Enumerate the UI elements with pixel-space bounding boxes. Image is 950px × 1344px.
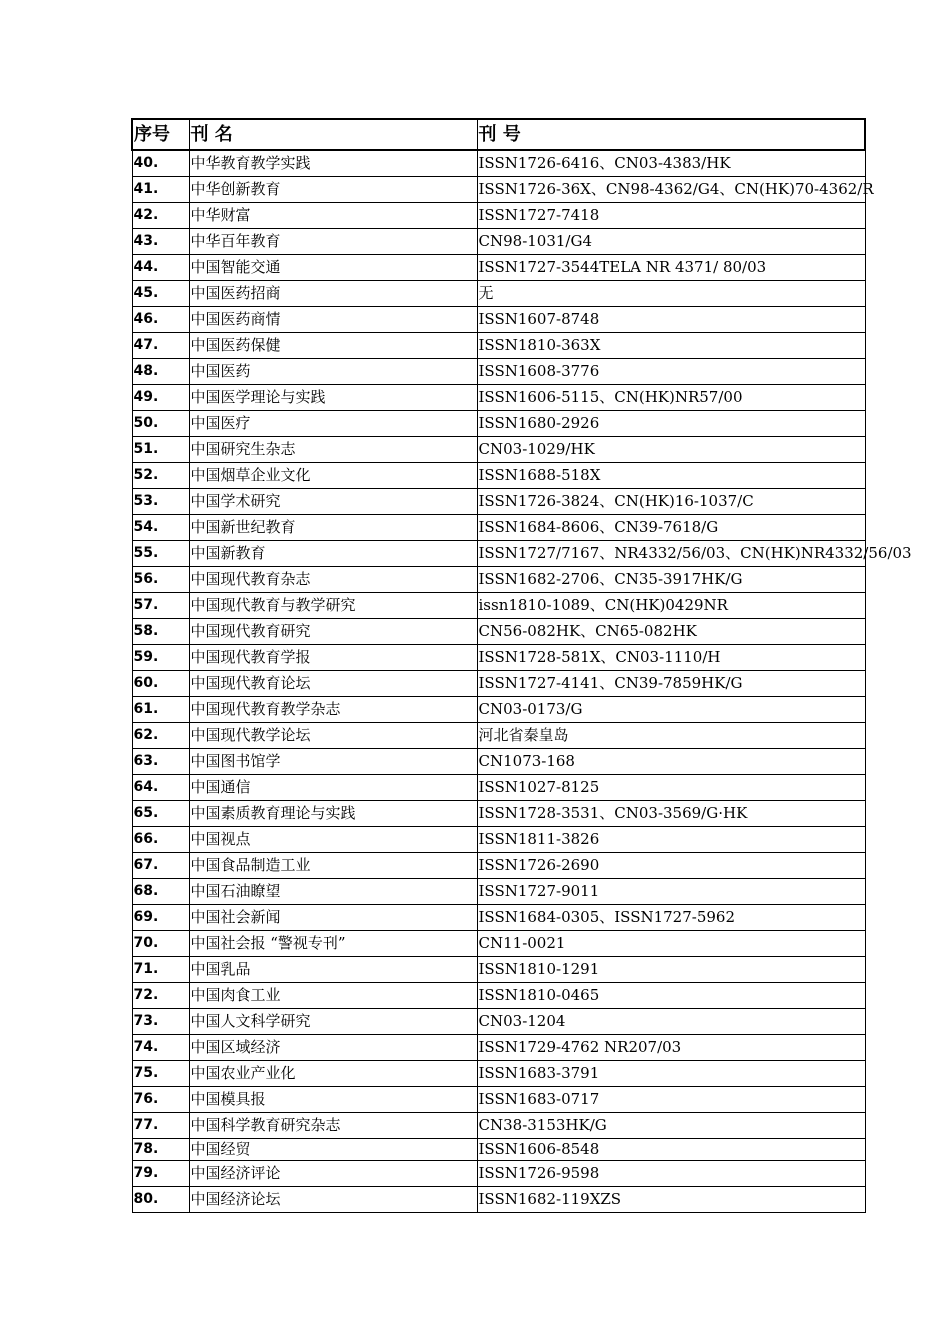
row-journal-number: CN1073-168 <box>477 749 865 775</box>
row-index: 50. <box>132 411 189 437</box>
table-row <box>132 515 865 541</box>
row-index: 53. <box>132 489 189 515</box>
table-row <box>132 775 865 801</box>
row-journal-name: 中华教育教学实践 <box>189 150 477 177</box>
row-journal-number: ISSN1606-5115、CN(HK)NR57/00 <box>477 385 865 411</box>
row-journal-number: ISSN1726-6416、CN03-4383/HK <box>477 150 865 177</box>
row-journal-name: 中国研究生杂志 <box>189 437 477 463</box>
row-journal-number: ISSN1811-3826 <box>477 827 865 853</box>
row-journal-name: 中国新教育 <box>189 541 477 567</box>
row-journal-name: 中华创新教育 <box>189 177 477 203</box>
row-journal-number: CN98-1031/G4 <box>477 229 865 255</box>
row-journal-name: 中国社会报 “警视专刊” <box>189 931 477 957</box>
table-row <box>132 359 865 385</box>
row-index: 73. <box>132 1009 189 1035</box>
row-index: 65. <box>132 801 189 827</box>
row-journal-name: 中国农业产业化 <box>189 1061 477 1087</box>
row-journal-name: 中华财富 <box>189 203 477 229</box>
table-row <box>132 150 865 177</box>
row-index: 72. <box>132 983 189 1009</box>
table-row <box>132 931 865 957</box>
table-row <box>132 1087 865 1113</box>
row-index: 76. <box>132 1087 189 1113</box>
row-journal-number: 无 <box>477 281 865 307</box>
row-journal-name: 中国社会新闻 <box>189 905 477 931</box>
table-row <box>132 437 865 463</box>
table-row <box>132 177 865 203</box>
row-journal-name: 中国现代教育杂志 <box>189 567 477 593</box>
row-journal-name: 中国区域经济 <box>189 1035 477 1061</box>
row-index: 75. <box>132 1061 189 1087</box>
row-journal-number: ISSN1727-9011 <box>477 879 865 905</box>
row-journal-number: ISSN1606-8548 <box>477 1139 865 1161</box>
row-journal-name: 中国经贸 <box>189 1139 477 1161</box>
row-journal-number: ISSN1810-363X <box>477 333 865 359</box>
row-journal-name: 中国石油瞭望 <box>189 879 477 905</box>
row-index: 55. <box>132 541 189 567</box>
row-journal-number: ISSN1027-8125 <box>477 775 865 801</box>
table-row <box>132 801 865 827</box>
row-journal-number: CN03-0173/G <box>477 697 865 723</box>
row-journal-name: 中国学术研究 <box>189 489 477 515</box>
row-index: 43. <box>132 229 189 255</box>
table-row <box>132 723 865 749</box>
row-index: 48. <box>132 359 189 385</box>
table-row <box>132 1161 865 1187</box>
table-header <box>132 119 865 150</box>
row-journal-number: ISSN1608-3776 <box>477 359 865 385</box>
table-row <box>132 541 865 567</box>
table-row <box>132 827 865 853</box>
row-journal-name: 中国智能交通 <box>189 255 477 281</box>
table-row <box>132 853 865 879</box>
row-journal-number: ISSN1810-0465 <box>477 983 865 1009</box>
table-row <box>132 983 865 1009</box>
row-index: 42. <box>132 203 189 229</box>
row-index: 61. <box>132 697 189 723</box>
row-index: 45. <box>132 281 189 307</box>
table-row <box>132 749 865 775</box>
row-index: 71. <box>132 957 189 983</box>
row-journal-number: ISSN1727-4141、CN39-7859HK/G <box>477 671 865 697</box>
row-index: 54. <box>132 515 189 541</box>
row-journal-number: ISSN1728-3531、CN03-3569/G·HK <box>477 801 865 827</box>
row-journal-name: 中华百年教育 <box>189 229 477 255</box>
row-index: 68. <box>132 879 189 905</box>
row-journal-number: issn1810-1089、CN(HK)0429NR <box>477 593 865 619</box>
row-journal-name: 中国人文科学研究 <box>189 1009 477 1035</box>
row-journal-name: 中国现代教育论坛 <box>189 671 477 697</box>
row-journal-number: ISSN1726-2690 <box>477 853 865 879</box>
row-journal-name: 中国现代教育与教学研究 <box>189 593 477 619</box>
table-row <box>132 229 865 255</box>
row-journal-number: CN03-1204 <box>477 1009 865 1035</box>
table-body <box>132 150 912 1213</box>
row-journal-name: 中国医疗 <box>189 411 477 437</box>
row-index: 41. <box>132 177 189 203</box>
row-journal-number: CN03-1029/HK <box>477 437 865 463</box>
row-journal-name: 中国现代教学论坛 <box>189 723 477 749</box>
row-journal-name: 中国通信 <box>189 775 477 801</box>
table-row <box>132 1009 865 1035</box>
row-journal-number: ISSN1688-518X <box>477 463 865 489</box>
table-row <box>132 619 865 645</box>
table-row <box>132 333 865 359</box>
row-index: 44. <box>132 255 189 281</box>
row-journal-number: ISSN1684-0305、ISSN1727-5962 <box>477 905 865 931</box>
row-index: 62. <box>132 723 189 749</box>
table-row <box>132 697 865 723</box>
table-row <box>132 645 865 671</box>
row-journal-name: 中国经济论坛 <box>189 1187 477 1213</box>
table-row <box>132 567 865 593</box>
row-journal-number: ISSN1683-3791 <box>477 1061 865 1087</box>
row-journal-number: ISSN1680-2926 <box>477 411 865 437</box>
header-journal-name: 刊 名 <box>189 119 477 150</box>
row-index: 51. <box>132 437 189 463</box>
row-journal-number: ISSN1727/7167、NR4332/56/03、CN(HK)NR4332/56/03 <box>477 541 865 567</box>
header-journal-number: 刊 号 <box>477 119 865 150</box>
row-index: 47. <box>132 333 189 359</box>
row-index: 60. <box>132 671 189 697</box>
row-journal-number: ISSN1810-1291 <box>477 957 865 983</box>
row-index: 80. <box>132 1187 189 1213</box>
table-row <box>132 1113 865 1139</box>
row-index: 66. <box>132 827 189 853</box>
row-index: 78. <box>132 1139 189 1161</box>
row-index: 63. <box>132 749 189 775</box>
table-row <box>132 411 865 437</box>
row-journal-number: ISSN1726-9598 <box>477 1161 865 1187</box>
header-row <box>132 119 865 150</box>
row-index: 40. <box>132 150 189 177</box>
table-row <box>132 255 865 281</box>
table-row <box>132 671 865 697</box>
row-journal-number: ISSN1726-36X、CN98-4362/G4、CN(HK)70-4362/R <box>477 177 865 203</box>
row-journal-name: 中国食品制造工业 <box>189 853 477 879</box>
row-journal-number: ISSN1728-581X、CN03-1110/H <box>477 645 865 671</box>
row-journal-number: ISSN1727-3544TELA NR 4371/ 80/03 <box>477 255 865 281</box>
row-journal-name: 中国经济评论 <box>189 1161 477 1187</box>
table-row <box>132 905 865 931</box>
row-index: 56. <box>132 567 189 593</box>
row-journal-number: ISSN1684-8606、CN39-7618/G <box>477 515 865 541</box>
row-journal-number: ISSN1607-8748 <box>477 307 865 333</box>
row-index: 46. <box>132 307 189 333</box>
row-journal-name: 中国模具报 <box>189 1087 477 1113</box>
row-journal-name: 中国医药保健 <box>189 333 477 359</box>
row-index: 69. <box>132 905 189 931</box>
row-journal-number: ISSN1682-2706、CN35-3917HK/G <box>477 567 865 593</box>
row-index: 58. <box>132 619 189 645</box>
table-row <box>132 1187 865 1213</box>
row-journal-number: CN38-3153HK/G <box>477 1113 865 1139</box>
table-row <box>132 1139 865 1161</box>
row-journal-name: 中国素质教育理论与实践 <box>189 801 477 827</box>
table-row <box>132 957 865 983</box>
table-row <box>132 879 865 905</box>
row-journal-name: 中国烟草企业文化 <box>189 463 477 489</box>
row-journal-name: 中国医药 <box>189 359 477 385</box>
row-journal-name: 中国视点 <box>189 827 477 853</box>
row-index: 74. <box>132 1035 189 1061</box>
row-journal-name: 中国科学教育研究杂志 <box>189 1113 477 1139</box>
table-row <box>132 307 865 333</box>
header-index: 序号 <box>132 119 189 150</box>
row-index: 64. <box>132 775 189 801</box>
row-journal-number: ISSN1683-0717 <box>477 1087 865 1113</box>
row-journal-name: 中国图书馆学 <box>189 749 477 775</box>
row-journal-name: 中国肉食工业 <box>189 983 477 1009</box>
row-journal-number: ISSN1682-119XZS <box>477 1187 865 1213</box>
row-journal-name: 中国医药商情 <box>189 307 477 333</box>
row-index: 57. <box>132 593 189 619</box>
table-row <box>132 385 865 411</box>
row-journal-name: 中国新世纪教育 <box>189 515 477 541</box>
row-journal-number: ISSN1729-4762 NR207/03 <box>477 1035 865 1061</box>
row-journal-name: 中国现代教育研究 <box>189 619 477 645</box>
row-journal-number: CN11-0021 <box>477 931 865 957</box>
row-index: 70. <box>132 931 189 957</box>
table-row <box>132 1061 865 1087</box>
row-journal-number: 河北省秦皇岛 <box>477 723 865 749</box>
row-journal-number: ISSN1726-3824、CN(HK)16-1037/C <box>477 489 865 515</box>
row-journal-name: 中国医学理论与实践 <box>189 385 477 411</box>
table-row <box>132 489 865 515</box>
row-journal-number: CN56-082HK、CN65-082HK <box>477 619 865 645</box>
row-journal-number: ISSN1727-7418 <box>477 203 865 229</box>
row-index: 67. <box>132 853 189 879</box>
table-row <box>132 281 865 307</box>
row-index: 49. <box>132 385 189 411</box>
table-row <box>132 593 865 619</box>
row-journal-name: 中国乳品 <box>189 957 477 983</box>
row-index: 52. <box>132 463 189 489</box>
row-journal-name: 中国医药招商 <box>189 281 477 307</box>
row-index: 79. <box>132 1161 189 1187</box>
table-row <box>132 463 865 489</box>
table-row <box>132 203 865 229</box>
row-journal-name: 中国现代教育教学杂志 <box>189 697 477 723</box>
row-index: 77. <box>132 1113 189 1139</box>
row-index: 59. <box>132 645 189 671</box>
table-row <box>132 1035 865 1061</box>
row-journal-name: 中国现代教育学报 <box>189 645 477 671</box>
journal-table <box>131 118 912 1213</box>
